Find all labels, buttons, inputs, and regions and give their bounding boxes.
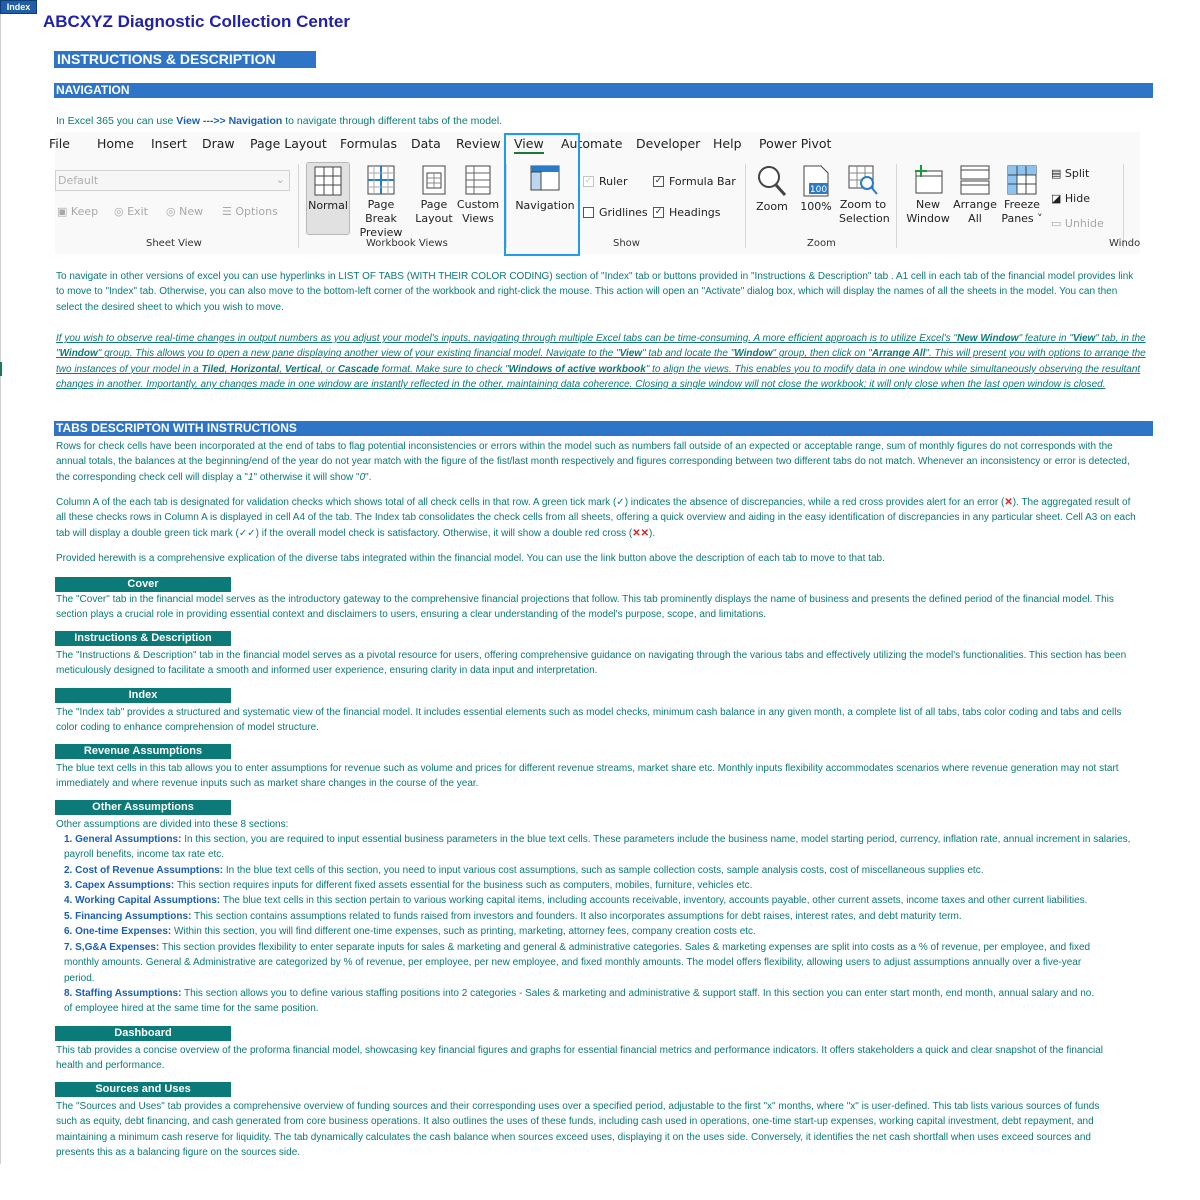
- check-cells-paragraph: Rows for check cells have been incorporated at the end of tabs to flag potential inconsistencies or errors within the model such as numbers fall outside of an expected or acceptable range, sum of monthly figures do not corresponds with the annual totals, the balances at the beginning/end of the year do not year match with the figure of the fist/last month respectively and figures corresponding between two different tabs do not match. Whenever an inconsistency or error is detected, the corresponding check cell will display a "1" otherwise it will show "0".: [56, 441, 1130, 483]
- gridlines-checkbox[interactable]: Gridlines: [583, 206, 648, 219]
- menu-view[interactable]: View: [514, 136, 544, 154]
- revenue-assumptions-description: The blue text cells in this tab allows you to enter assumptions for revenue such as volume and prices for different revenue streams, market share etc. Monthly inputs flexibility accommodates scenarios where revenue generation may not start immediately and where revenue inputs such as market share changes in the course of the year.: [56, 763, 1119, 790]
- navigation-paragraph-2: If you wish to observe real-time changes in output numbers as you adjust your model's inputs, navigating through multiple Excel tabs can be time-consuming. A more efficient approach is to utilize Excel's "New Window" feature in "View" tab, in the "Window" group. This allows you to open a new pane displaying another view of your existing financial model. Navigate to the "View" tab and locate the "Window" group, then click on "Arrange All". This will present you with options to arrange the two instances of your model in a Tiled, Horizontal, Vertical, or Cascade format. Make sure to check "Windows of active workbook" to align the views. This enables you to modify data in one window while simultaneously observing the resultant changes in another. Importantly, any changes made in one window are instantly reflected in the other, maintaining data coherence. Closing a single window will not close the workbook; it will only close when the last open window is closed.: [56, 333, 1146, 391]
- menu-data[interactable]: Data: [411, 136, 441, 151]
- unhide-button[interactable]: ▭ Unhide: [1051, 217, 1104, 230]
- left-border: [0, 14, 1, 1164]
- chevron-down-icon: ⌄: [275, 173, 285, 186]
- sheet-view-dropdown[interactable]: Default ⌄: [55, 170, 290, 191]
- excel-ribbon: [49, 132, 1141, 254]
- double-red-cross-icon: ✕✕: [632, 527, 650, 539]
- zoom-button[interactable]: Zoom: [752, 165, 792, 214]
- navigation-button[interactable]: Navigation: [514, 165, 576, 213]
- normal-view-icon: [314, 166, 342, 196]
- list-item: 1. General Assumptions: In this section, you are required to input essential business parameters in the blue text cells. These parameters include the business name, model starting period, currency, inflation rate, annual increment in salaries, payroll benefits, income tax rate etc.: [64, 834, 1131, 861]
- page-break-preview-button[interactable]: Page Break Preview: [351, 165, 411, 240]
- index-description: The "Index tab" provides a structured and systematic view of the financial model. It includes essential elements such as model checks, minimum cash balance in any given month, a complete list of all tabs, tabs color coding and tabs and cells color coding to enhance comprehension of model structure.: [56, 707, 1122, 734]
- new-window-button[interactable]: New Window: [903, 165, 953, 226]
- instructions-title: INSTRUCTIONS & DESCRIPTION: [54, 51, 316, 68]
- menu-help[interactable]: Help: [713, 136, 742, 151]
- normal-view-button[interactable]: Normal: [306, 162, 350, 235]
- instructions-description: The "Instructions & Description" tab in the financial model serves as a pivotal resource for users, offering comprehensive guidance on navigating through the various tabs and effectively utilizing the model's functionalities. This section has been meticulously designed to facilitate a smooth and informed user experience, ensuring clarity in data input and interpretation.: [56, 650, 1127, 677]
- index-link-button[interactable]: Index: [0, 0, 37, 14]
- divider: [745, 164, 746, 248]
- list-item: 7. S,G&A Expenses: This section provides flexibility to enter separate inputs for sales & marketing and general & administrative categories. Sales & marketing expenses are split into costs as a % of revenue, per employee, and fixed monthly amounts. General & Administrative are categorized by % of revenue, per employee, per new employee, and fixed monthly amounts. The model offers flexibility, allowing users to adjust assumptions annually over a five-year period.: [64, 942, 1091, 984]
- dashboard-tab-button[interactable]: Dashboard: [55, 1026, 231, 1041]
- menu-power-pivot[interactable]: Power Pivot: [759, 136, 832, 151]
- tabs-intro-paragraph: Provided herewith is a comprehensive explication of the diverse tabs integrated within the financial model. You can use the link button above the description of each tab to move to that tab.: [56, 553, 885, 564]
- menu-file[interactable]: File: [49, 136, 70, 151]
- split-button[interactable]: ▤ Split: [1051, 167, 1090, 180]
- formula-bar-checkbox[interactable]: ✓ Formula Bar: [654, 175, 736, 188]
- custom-views-icon: [464, 165, 492, 195]
- menu-formulas[interactable]: Formulas: [340, 136, 398, 151]
- menu-automate[interactable]: Automate: [561, 136, 623, 151]
- double-green-tick-icon: ✓✓: [238, 527, 256, 539]
- navigation-paragraph-1: To navigate in other versions of excel you can use hyperlinks in LIST OF TABS (WITH THEIR COLOR CODING) section of "Index" tab or buttons provided in "Instructions & Description" tab . A1 cell in each tab of the financial model provides link to move to "Index" tab. Otherwise, you can also move to the bottom-left corner of the workbook and right-click the mouse. This action will open an "Activate" dialog box, which will display the names of all the sheets in the model. You can then select the desired sheet to which you wish to move.: [56, 271, 1134, 313]
- green-tick-icon: ✓: [616, 497, 625, 508]
- new-sheet-view-button[interactable]: ◎ New: [166, 205, 204, 218]
- zoom-selection-icon: [848, 165, 878, 195]
- navigation-highlight-box: [504, 133, 580, 256]
- column-a-paragraph: Column A of the each tab is designated for validation checks which shows total of all check cells in that row. A green tick mark (✓) indicates the absence of discrepancies, while a red cross provides alert for an error (✕). The aggregated result of all these checks rows in Column A is displayed in cell A4 of the tab. The Index tab consolidates the check cells from all sheets, offering a quick overview and aiding in the easy identification of discrepancies in any particular sheet. Cell A3 on each tab will display a double green tick mark (✓✓) if the overall model check is satisfactory. Otherwise, it will show a double red cross (✕✕).: [56, 497, 1136, 539]
- revenue-assumptions-tab-button[interactable]: Revenue Assumptions: [55, 744, 231, 759]
- selection-marker: [0, 362, 2, 376]
- menu-home[interactable]: Home: [97, 136, 134, 151]
- list-item: 2. Cost of Revenue Assumptions: In the blue text cells of this section, you need to input various cost assumptions, such as sample collection costs, sample analysis costs, cost of miscellaneous supplies etc.: [64, 865, 984, 876]
- cover-tab-button[interactable]: Cover: [55, 577, 231, 592]
- split-icon: ▤: [1051, 167, 1062, 180]
- tabs-description-header: TABS DESCRIPTON WITH INSTRUCTIONS: [54, 421, 1153, 436]
- cover-description: The "Cover" tab in the financial model serves as the introductory gateway to the comprehensive financial projections that follow. This tab prominently displays the name of business and presents the defined period of the financial model. This section plays a crucial role in providing essential context and disclaimers to users, ensuring a clear understanding of the model's purpose, scope, and limitations.: [56, 594, 1114, 621]
- keep-button[interactable]: ▣ Keep: [57, 205, 99, 218]
- check-icon: ✓: [654, 176, 663, 186]
- menu-insert[interactable]: Insert: [151, 136, 187, 151]
- page-layout-button[interactable]: Page Layout: [415, 165, 453, 226]
- hide-button[interactable]: ◪ Hide: [1051, 192, 1090, 205]
- list-item: 6. One-time Expenses: Within this section, you will find different one-time expenses, such as printing, marketing, attorney fees, company creation costs etc.: [64, 926, 756, 937]
- custom-views-button[interactable]: Custom Views: [456, 165, 500, 226]
- menu-page-layout[interactable]: Page Layout: [250, 136, 327, 151]
- sheet-view-label: Sheet View: [146, 238, 202, 249]
- menu-developer[interactable]: Developer: [636, 136, 701, 151]
- navigation-intro: In Excel 365 you can use View --->> Navigation to navigate through different tabs of the model.: [56, 115, 503, 127]
- exit-icon: ◎: [114, 205, 124, 218]
- index-tab-button[interactable]: Index: [55, 688, 231, 703]
- divider: [1123, 164, 1124, 248]
- window-label: Windo: [1109, 238, 1141, 249]
- sources-and-uses-tab-button[interactable]: Sources and Uses: [55, 1082, 231, 1097]
- ribbon-menu: [49, 132, 1140, 156]
- arrange-all-icon: [960, 165, 990, 195]
- new-window-icon: [913, 165, 943, 195]
- menu-review[interactable]: Review: [456, 136, 501, 151]
- list-item: 8. Staffing Assumptions: This section allows you to define various staffing positions into 2 categories - Sales & marketing and administrative & support staff. In this section you can enter start month, end month, annual salary and no. of employee hired at the same time for the same position.: [64, 988, 1095, 1015]
- freeze-panes-icon: [1007, 165, 1037, 195]
- new-view-icon: ◎: [166, 205, 176, 218]
- freeze-panes-button[interactable]: Freeze Panes ˅: [999, 165, 1045, 226]
- ruler-checkbox[interactable]: ✓ Ruler: [584, 175, 628, 188]
- page-layout-icon: [422, 165, 446, 195]
- red-cross-icon: ✕: [1004, 497, 1013, 508]
- exit-button[interactable]: ◎ Exit: [114, 205, 148, 218]
- magnifier-icon: [757, 165, 787, 197]
- divider: [298, 164, 299, 248]
- check-icon: ✓: [654, 207, 663, 217]
- list-item: 5. Financing Assumptions: This section contains assumptions related to funds raised from investors and founders. It also incorporates assumptions for debt raises, interest rates, and debt maturity term.: [64, 911, 962, 922]
- list-item: 3. Capex Assumptions: This section requires inputs for different fixed assets essential for the business such as computers, mobiles, furniture, vehicles etc.: [64, 880, 753, 891]
- list-item: 4. Working Capital Assumptions: The blue text cells in this section pertain to various working capital items, including accounts receivable, inventory, accounts payable, other current assets, income taxes and other current liabilities.: [64, 895, 1088, 906]
- zoom-100-icon-text: 100: [809, 185, 828, 195]
- unhide-icon: ▭: [1051, 217, 1062, 230]
- keep-icon: ▣: [57, 205, 68, 218]
- options-button[interactable]: ☰ Options: [222, 205, 278, 218]
- menu-draw[interactable]: Draw: [202, 136, 235, 151]
- zoom-100-button[interactable]: 100 100%: [796, 165, 836, 214]
- headings-checkbox[interactable]: ✓ Headings: [654, 206, 721, 219]
- check-icon: ✓: [584, 176, 593, 186]
- dashboard-description: This tab provides a concise overview of the proforma financial model, showcasing key financial figures and graphs for essential financial metrics and performance indicators. It offers stakeholders a quick and clear snapshot of the financial health and performance.: [56, 1045, 1104, 1072]
- divider: [896, 164, 897, 248]
- workbook-views-label: Workbook Views: [366, 238, 448, 249]
- instructions-tab-button[interactable]: Instructions & Description: [55, 631, 231, 646]
- sources-and-uses-description: The "Sources and Uses" tab provides a comprehensive overview of funding sources and their corresponding uses over a specified period, adjustable to the first "x" months, where "x" is user-defined. This tab lists various sources of funds such as equity, debt financing, and cash generated from core business operations. It also outlines the uses of these funds, including cash used in operations, one-time start-up expenses, working capital investment, debt repayment, and maintaining a minimum cash reserve for liquidity. The tab dynamically calculates the cash balance when sources exceed uses, displaying it on the uses side. Conversely, it identifies the net cash shortfall when uses exceed sources and presents this as a balancing figure on the sources side.: [56, 1101, 1100, 1159]
- company-title: ABCXYZ Diagnostic Collection Center: [43, 12, 350, 31]
- show-label: Show: [613, 238, 640, 249]
- zoom-label: Zoom: [807, 238, 836, 249]
- zoom-100-icon: [803, 165, 829, 197]
- other-assumptions-tab-button[interactable]: Other Assumptions: [55, 800, 231, 815]
- hide-icon: ◪: [1051, 192, 1062, 205]
- arrange-all-button[interactable]: Arrange All: [952, 165, 998, 226]
- navigation-header: NAVIGATION: [54, 83, 1153, 98]
- page-break-icon: [367, 165, 395, 195]
- other-assumptions-intro: Other assumptions are divided into these 8 sections:: [56, 819, 289, 830]
- options-icon: ☰: [222, 205, 232, 218]
- zoom-to-selection-button[interactable]: Zoom to Selection: [839, 165, 887, 226]
- unchecked-box-icon: [583, 207, 594, 218]
